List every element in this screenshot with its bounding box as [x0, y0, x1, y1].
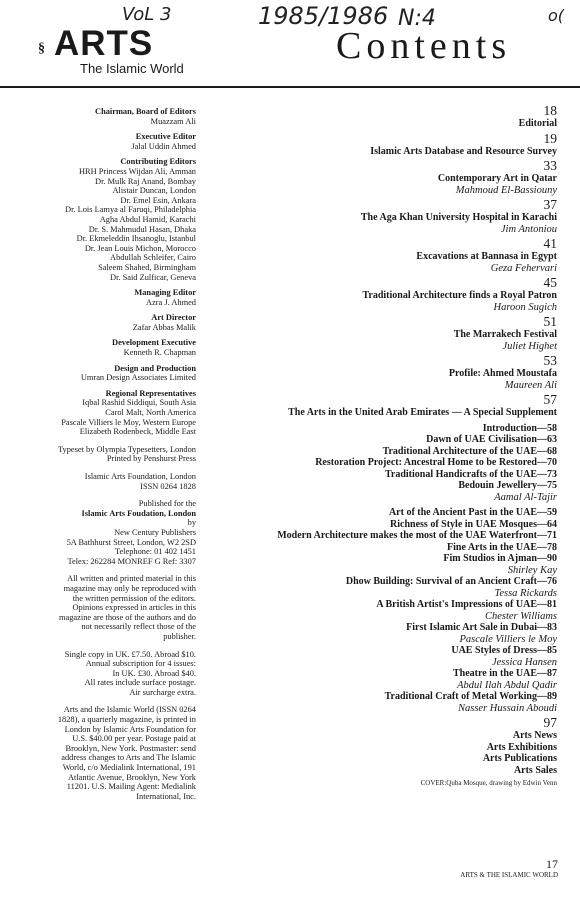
masthead-line: Azra J. Ahmed [145, 297, 196, 307]
toc-author: Geza Fehervari [490, 262, 557, 274]
logo-wordmark: ARTS [54, 24, 154, 63]
masthead-line: not necessarily reflect those of the [81, 622, 196, 632]
toc-title: Traditional Craft of Metal Working—89 [384, 691, 557, 702]
masthead-line: by [187, 518, 196, 528]
masthead-line: publisher. [163, 631, 196, 641]
masthead-line: Pascale Villiers le Moy, Western Europe [61, 417, 196, 427]
masthead-heading: Development Executive [112, 338, 196, 348]
masthead-line: Alistair Duncan, London [112, 186, 196, 196]
masthead-line: Islamic Arts Foundation, London [84, 472, 196, 481]
toc-title: Theatre in the UAE—87 [453, 668, 557, 679]
masthead-line: Opinions expressed in articles in this [72, 603, 196, 613]
masthead-line: Iqbal Rashid Siddiqui, South Asia [82, 398, 196, 408]
toc-section [197, 716, 557, 776]
toc-section [197, 132, 557, 158]
toc-section [197, 393, 557, 714]
toc-title: Editorial [518, 118, 557, 129]
masthead-line: Atlantic Avenue, Brooklyn, New York [67, 772, 196, 782]
masthead-line: 5A Bathhurst Street, London, W2 2SD [66, 537, 196, 547]
toc-title: Restoration Project: Ancestral Home to be Restored—70 [315, 457, 557, 468]
toc-page-number: 57 [543, 392, 557, 407]
logo-subtitle: The Islamic World [80, 61, 184, 76]
toc-title: The Arts in the United Arab Emirates — A Special Supplement [288, 407, 557, 418]
toc-title: Traditional Architecture of the UAE—68 [382, 445, 557, 457]
foundation-note [6, 472, 196, 491]
toc-author: Juliet Highet [502, 340, 557, 352]
toc-title: Modern Architecture makes the most of the UAE Waterfront—71 [277, 530, 557, 541]
toc-title: The Aga Khan University Hospital in Karachi [360, 212, 557, 223]
masthead-line: World, c/o Medialink International, 191 [62, 763, 196, 773]
toc-page-number: 97 [543, 715, 557, 730]
masthead-line: Dr. S. Mahmudul Hasan, Dhaka [88, 224, 196, 234]
typesetter-note [6, 445, 196, 464]
toc-author: Jessica Hansen [491, 656, 557, 668]
masthead-section [6, 389, 196, 437]
page-footer [460, 858, 558, 880]
masthead-line: Muazzam Ali [150, 116, 196, 126]
masthead-line: Jalal Uddin Ahmed [131, 141, 196, 151]
masthead-heading: Regional Representatives [105, 388, 196, 398]
masthead-line: All written and printed material in this [67, 574, 196, 584]
masthead-line: New Century Publishers [114, 527, 196, 537]
toc-section [197, 276, 557, 313]
header-rule [0, 86, 580, 88]
toc-author: Abdul Ilah Abdul Qadir [457, 679, 557, 691]
masthead-line: magazine are those of the authors and do [59, 612, 196, 622]
toc-title: Fine Arts in the UAE—78 [447, 541, 557, 553]
masthead-heading: Contributing Editors [120, 157, 196, 167]
toc-title: Islamic Arts Database and Resource Survey [370, 145, 557, 157]
masthead-line: Annual subscription for 4 issues: [85, 659, 196, 669]
pricing-note [6, 650, 196, 698]
toc-page-number: 53 [543, 353, 557, 368]
toc-title: Arts Sales [513, 764, 557, 776]
toc-author: Shirley Kay [507, 564, 557, 576]
masthead-line: Abdullah Schleifer, Cairo [110, 253, 196, 263]
masthead-section [6, 313, 196, 332]
masthead-line: HRH Princess Wijdan Ali, Amman [79, 166, 196, 176]
toc-title: Arts Exhibitions [486, 741, 557, 753]
handwritten-years: 1985/1986 [258, 2, 389, 30]
toc-section [197, 104, 557, 130]
masthead-line: Elizabeth Rodenbeck, Middle East [79, 427, 196, 437]
masthead-heading: Design and Production [114, 363, 196, 373]
masthead-line: Arts and the Islamic World (ISSN 0264 [63, 705, 196, 715]
toc-author: Aamal Al-Tajir [494, 491, 557, 503]
masthead-line: Air surcharge extra. [129, 687, 196, 697]
toc-author: Pascale Villiers le Moy [459, 633, 557, 645]
toc-title: A British Artist's Impressions of UAE—81 [376, 599, 557, 610]
masthead-line: London by Islamic Arts Foundation for [64, 724, 196, 734]
masthead-column [6, 107, 196, 801]
toc-page-number: 37 [543, 197, 557, 212]
page-number: 17 [546, 857, 558, 871]
usps-note [6, 705, 196, 801]
masthead-line: 11201. U.S. Mailing Agent: Medialink [66, 782, 196, 792]
masthead-heading: Islamic Arts Foudation, London [81, 508, 196, 518]
toc-title: Contemporary Art in Qatar [437, 173, 557, 184]
masthead-line: Single copy in UK. £7.50. Abroad $10. [64, 649, 196, 659]
masthead-line: Typeset by Olympia Typesetters, London [58, 444, 196, 454]
toc-title: UAE Styles of Dress—85 [451, 645, 557, 656]
toc-title: Bedouin Jewellery—75 [458, 480, 557, 491]
toc-page-number: 45 [543, 275, 557, 290]
logo-emblem-icon: § [38, 41, 45, 56]
masthead-line: magazine may only be reproduced with [63, 583, 196, 593]
toc-section [197, 237, 557, 274]
toc-author: Nasser Hussain Aboudi [458, 702, 557, 714]
masthead-section [6, 364, 196, 383]
masthead-line: Saleem Shahed, Birmingham [98, 262, 196, 272]
toc-author: Tessa Rickards [494, 587, 557, 599]
toc-title: Dawn of UAE Civilisation—63 [426, 434, 557, 445]
masthead-heading: Chairman, Board of Editors [95, 107, 196, 116]
handwritten-mark: o( [548, 6, 565, 25]
masthead-line: ISSN 0264 1828 [140, 481, 196, 491]
masthead-section [6, 338, 196, 357]
toc-section [197, 315, 557, 352]
masthead-section [6, 107, 196, 126]
masthead-line: Published for the [138, 499, 196, 509]
masthead-line: address changes to Arts and The Islamic [61, 753, 196, 763]
toc-title: Fim Studios in Ajman—90 [443, 553, 557, 564]
masthead-line: All rates include surface postage. [84, 678, 196, 688]
masthead-line: Telex: 262284 MONREF G Ref: 3307 [67, 556, 196, 566]
masthead-line: In UK. £30. Abroad $40. [112, 668, 196, 678]
masthead-line: 1828), a quarterly magazine, is printed in [57, 715, 196, 725]
rights-note [6, 574, 196, 641]
masthead-line: Umran Design Associates Limited [80, 373, 196, 383]
toc-author: Haroon Sugich [493, 301, 557, 313]
masthead-line: Brooklyn, New York. Postmaster: send [65, 743, 196, 753]
toc-title: Profile: Ahmed Moustafa [448, 368, 557, 379]
handwritten-volume: VoL 3 [122, 4, 172, 25]
toc-page-number: 19 [543, 130, 557, 146]
toc-title: First Islamic Art Sale in Dubai—83 [406, 622, 557, 633]
masthead-line: Agha Abdul Hamid, Karachi [99, 214, 196, 224]
masthead-line: Dr. Said Zulficar, Geneva [110, 272, 196, 282]
masthead-line: Dr. Lois Lamya al Faruqi, Philadelphia [65, 205, 196, 215]
masthead-line: Dr. Emel Esin, Ankara [120, 195, 196, 205]
toc-title: Arts Publications [482, 753, 557, 764]
toc-author: Maureen Ali [504, 379, 557, 391]
masthead-section [6, 157, 196, 282]
masthead-line: International, Inc. [136, 791, 196, 801]
masthead-line: Zafar Abbas Malik [132, 322, 196, 332]
cover-credit: COVER:Quba Mosque, drawing by Edwin Venn [420, 779, 557, 787]
toc-title: Introduction—58 [482, 422, 557, 434]
publisher-note [6, 499, 196, 566]
masthead-heading: Executive Editor [135, 132, 196, 142]
masthead-line: Dr. Ekmeleddin Ihsanoglu, Istanbul [76, 234, 196, 244]
masthead-heading: Art Director [151, 313, 196, 323]
footer-magazine-name: ARTS & THE ISLAMIC WORLD [460, 871, 558, 879]
toc-title: Dhow Building: Survival of an Ancient Craft—76 [345, 576, 557, 587]
masthead-section [6, 288, 196, 307]
toc-title: The Marrakech Festival [453, 329, 557, 340]
toc-title: Art of the Ancient Past in the UAE—59 [388, 507, 557, 518]
masthead-line: Carol Malt, North America [105, 408, 196, 418]
masthead-line: Telephone: 01 402 1451 [114, 547, 196, 557]
toc-page-number: 41 [543, 236, 557, 251]
toc-author: Mahmoud El-Bassiouny [455, 184, 557, 196]
toc-title: Traditional Architecture finds a Royal Patron [362, 290, 557, 301]
toc-page-number: 33 [543, 158, 557, 173]
contents-list [197, 104, 557, 788]
toc-author: Jim Antoniou [500, 223, 557, 235]
masthead-line: Dr. Jean Louis Michon, Morocco [84, 243, 196, 253]
toc-page-number: 51 [543, 314, 557, 329]
page-title: Contents [336, 25, 512, 67]
toc-section [197, 198, 557, 235]
masthead-section [6, 132, 196, 151]
toc-section [197, 354, 557, 391]
toc-section [197, 159, 557, 196]
masthead-line: Dr. Mulk Raj Anand, Bombay [95, 176, 196, 186]
masthead-line: Printed by Penshurst Press [106, 454, 196, 464]
masthead-line: the written permission of the editors. [72, 593, 196, 603]
toc-title: Traditional Handicrafts of the UAE—73 [384, 468, 557, 480]
handwritten-issue: N:4 [398, 6, 436, 31]
toc-title: Arts News [512, 730, 557, 741]
masthead-heading: Managing Editor [134, 288, 196, 298]
masthead-line: U.S. $40.00 per year. Postage paid at [72, 734, 196, 744]
toc-author: Chester Williams [484, 610, 557, 622]
masthead-line: Kenneth R. Chapman [123, 348, 196, 358]
toc-title: Excavations at Bannasa in Egypt [416, 251, 557, 262]
toc-page-number: 18 [543, 103, 557, 118]
toc-title: Richness of Style in UAE Mosques—64 [390, 518, 557, 530]
